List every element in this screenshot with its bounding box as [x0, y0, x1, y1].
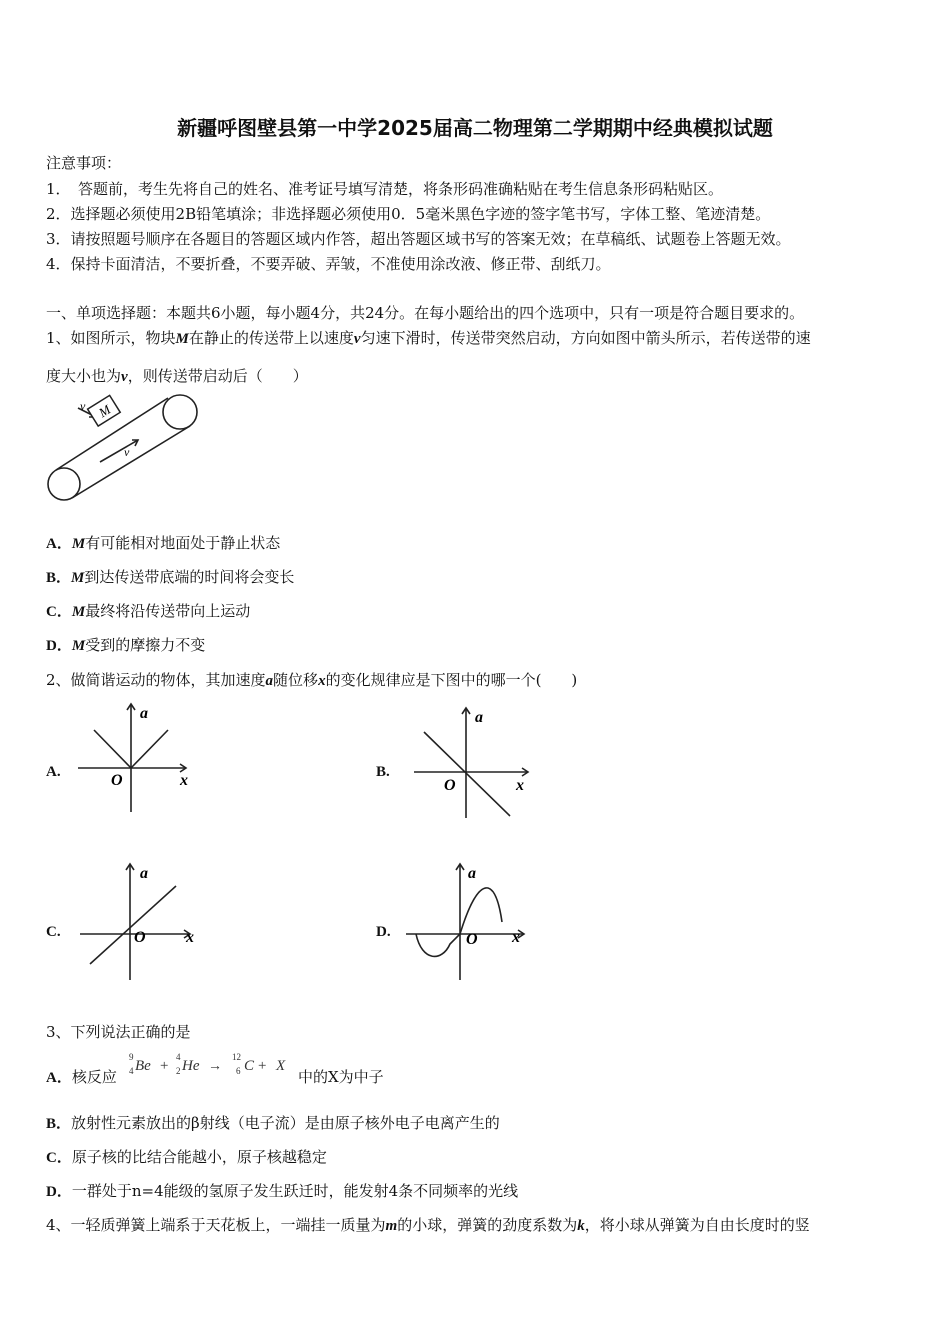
option-letter: D．	[46, 638, 72, 654]
q1-text: 度大小也为	[46, 367, 122, 385]
y-axis-label: a	[140, 865, 148, 882]
q2-text: 的变化规律应是下图中的哪一个( )	[325, 671, 578, 689]
he-atomic-number: 2	[176, 1066, 181, 1076]
graph-line	[90, 886, 176, 964]
notice-heading: 注意事项：	[46, 154, 122, 172]
option-text: 一群处于n=4能级的氢原子发生跃迁时，能发射4条不同频率的光线	[71, 1182, 519, 1200]
q3-stem: 3、下列说法正确的是	[46, 1023, 191, 1041]
option-var-m: M	[71, 536, 86, 552]
velocity-arrow-belt	[100, 440, 138, 462]
c-atomic-number: 6	[236, 1066, 241, 1076]
graph-a[interactable]	[74, 700, 204, 820]
c-mass-number: 12	[232, 1052, 241, 1062]
plus-sign: +	[160, 1058, 169, 1074]
v-label-block: v	[80, 399, 86, 413]
q1-option-c[interactable]	[46, 600, 250, 621]
page-title: 新疆呼图壁县第一中学2025届高二物理第二学期期中经典模拟试题	[177, 116, 773, 140]
notice-item: 1． 答题前，考生先将自己的姓名、准考证号填写清楚，将条形码准确粘贴在考生信息条形码粘贴区。	[46, 180, 724, 198]
q1-var-v: v	[121, 369, 128, 385]
option-var-m: M	[71, 570, 85, 586]
he-symbol: He	[182, 1058, 200, 1074]
graph-b-letter[interactable]: B.	[376, 764, 390, 780]
option-letter: B．	[46, 1116, 72, 1132]
reaction-arrow: →	[208, 1059, 222, 1074]
graph-d-letter[interactable]: D.	[376, 924, 391, 940]
notice-item: 4．保持卡面清洁，不要折叠，不要弄破、弄皱，不准使用涂改液、修正带、刮纸刀。	[46, 255, 611, 273]
option-text: 受到的摩擦力不变	[85, 636, 206, 654]
y-axis-label: a	[475, 709, 483, 726]
q2-var-x: x	[318, 673, 326, 689]
c-symbol: C	[244, 1058, 255, 1074]
q1-text: 匀速下滑时，传送带突然启动，方向如图中箭头所示，若传送带的速	[360, 329, 811, 347]
graph-d[interactable]	[404, 858, 534, 982]
q2-text: 随位移	[273, 671, 319, 689]
q1-stem-line2	[46, 365, 308, 386]
option-letter: C．	[46, 604, 72, 620]
q1-var-m: M	[175, 331, 189, 347]
q4-stem	[46, 1214, 810, 1235]
origin-label: O	[134, 929, 146, 946]
be-atomic-number: 4	[129, 1066, 134, 1076]
origin-label: O	[444, 777, 456, 794]
option-text: 放射性元素放出的β射线（电子流）是由原子核外电子电离产生的	[71, 1114, 500, 1132]
graph-c-letter[interactable]: C.	[46, 924, 61, 940]
graph-line	[424, 732, 510, 816]
option-letter: D．	[46, 1184, 72, 1200]
y-axis-label: a	[468, 865, 476, 882]
graph-curve	[416, 888, 502, 957]
q3-option-b[interactable]	[46, 1112, 500, 1133]
notice-item: 3．请按照题号顺序在各题目的答题区域内作答，超出答题区域书写的答案无效；在草稿纸、试题卷上答题无效。	[46, 230, 791, 248]
v-label-belt: v	[124, 445, 130, 459]
block-m-label: M	[95, 401, 114, 421]
graph-line-left	[94, 730, 131, 768]
q1-option-d[interactable]	[46, 634, 205, 655]
nuclear-reaction-formula	[124, 1048, 300, 1082]
q2-var-a: a	[265, 673, 274, 689]
option-text: 核反应	[71, 1068, 117, 1086]
origin-label: O	[111, 772, 123, 789]
option-letter: B．	[46, 570, 72, 586]
q2-stem	[46, 669, 577, 690]
q1-var-v: v	[353, 331, 361, 347]
option-letter: C．	[46, 1150, 72, 1166]
q3-option-a[interactable]	[46, 1066, 117, 1087]
option-text: 原子核的比结合能越小，原子核越稳定	[71, 1148, 327, 1166]
belt-bottom	[72, 426, 190, 498]
x-axis-label: x	[516, 777, 524, 794]
y-axis-label: a	[140, 705, 148, 722]
option-text: 最终将沿传送带向上运动	[85, 602, 251, 620]
q4-text: ，将小球从弹簧为自由长度时的竖	[584, 1216, 810, 1234]
graph-c[interactable]	[76, 858, 206, 982]
q4-var-k: k	[577, 1218, 585, 1234]
q4-text: 的小球，弹簧的劲度系数为	[397, 1216, 578, 1234]
q3-option-d[interactable]	[46, 1180, 518, 1201]
option-var-m: M	[71, 604, 86, 620]
origin-label: O	[466, 931, 478, 948]
block-m	[88, 395, 121, 426]
q3-option-a-tail: 中的X为中子	[298, 1068, 384, 1086]
x-axis-label: x	[186, 929, 194, 946]
option-letter: A．	[46, 536, 72, 552]
q2-text: 2、做简谐运动的物体，其加速度	[46, 671, 266, 689]
q1-text: ，则传送带启动后（ ）	[127, 367, 308, 385]
option-letter: A．	[46, 1070, 72, 1086]
q4-var-m: m	[385, 1218, 398, 1234]
x-axis-label: x	[512, 929, 520, 946]
q3-option-c[interactable]	[46, 1146, 327, 1167]
plus-sign: +	[258, 1058, 267, 1074]
q1-text: 在静止的传送带上以速度	[188, 329, 354, 347]
q1-text: 1、如图所示，物块	[46, 329, 176, 347]
q1-option-a[interactable]	[46, 532, 280, 553]
section-heading: 一、单项选择题：本题共6小题，每小题4分，共24分。在每小题给出的四个选项中，只有一项是符合题目要求的。	[46, 304, 805, 322]
upper-roller	[163, 395, 197, 429]
notice-item: 2．选择题必须使用2B铅笔填涂；非选择题必须使用0．5毫米黑色字迹的签字笔书写，字体工整、笔迹清楚。	[46, 205, 771, 223]
option-text: 有可能相对地面处于静止状态	[85, 534, 281, 552]
be-symbol: Be	[135, 1058, 151, 1074]
graph-line-right	[131, 730, 168, 768]
conveyor-belt-figure	[44, 390, 204, 505]
he-mass-number: 4	[176, 1052, 181, 1062]
graph-a-letter[interactable]: A.	[46, 764, 61, 780]
q1-stem-line1	[46, 327, 811, 348]
graph-b[interactable]	[408, 702, 538, 822]
option-text: 到达传送带底端的时间将会变长	[84, 568, 295, 586]
be-mass-number: 9	[129, 1052, 134, 1062]
q1-option-b[interactable]	[46, 566, 294, 587]
option-var-m: M	[71, 638, 86, 654]
x-symbol: X	[276, 1058, 286, 1074]
q4-text: 4、一轻质弹簧上端系于天花板上，一端挂一质量为	[46, 1216, 386, 1234]
x-axis-label: x	[180, 772, 188, 789]
